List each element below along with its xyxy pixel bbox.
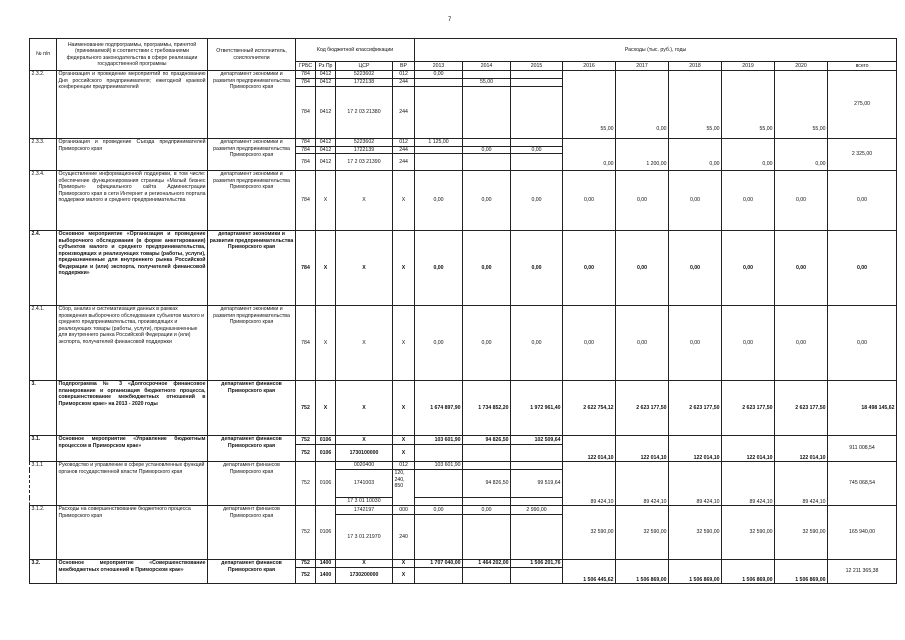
value-2015: 2 990,00 [511, 506, 563, 515]
value-2015: 0,00 [511, 306, 563, 381]
value-2017: 122 014,10 [616, 436, 669, 462]
grbs-cell: 784 [296, 171, 316, 231]
row-resp: департамент экономики и развития предпринимательства Приморского края [208, 306, 296, 381]
value-2018: 122 014,10 [669, 436, 722, 462]
value-2020: 32 590,00 [775, 506, 828, 560]
vr-cell: X [393, 560, 415, 568]
grbs-cell: 784 [296, 146, 316, 154]
row-num: 3.1. [30, 436, 57, 462]
header-expenses: Расходы (тыс. руб.), годы [415, 39, 897, 62]
csr-cell: 5223602 [336, 71, 393, 79]
csr-cell: X [336, 381, 393, 436]
grbs-cell: 752 [296, 381, 316, 436]
row-resp: департамент экономики и развития предпринимательства Приморского края [208, 71, 296, 139]
rzpr-cell: X [316, 381, 336, 436]
csr-cell: 1722138 [336, 79, 393, 87]
header-rzpr: Рз Пр [316, 62, 336, 71]
csr-cell: X [336, 231, 393, 306]
row-name: Руководство и управление в сфере установленных функций органов государственной власти Приморского края [57, 462, 208, 506]
value-2016: 0,00 [563, 231, 616, 306]
value-total: 0,00 [828, 171, 897, 231]
value-2020: 0,00 [775, 139, 828, 171]
rzpr-cell: 0106 [316, 436, 336, 445]
value-2014: 0,00 [463, 506, 511, 515]
value-2018: 0,00 [669, 231, 722, 306]
vr-cell: 000 [393, 506, 415, 515]
value-2016: 1 506 445,62 [563, 560, 616, 584]
vr-cell: 244 [393, 79, 415, 87]
header-csr: ЦСР [336, 62, 393, 71]
value-2017: 0,00 [616, 231, 669, 306]
rzpr-cell: 0412 [316, 139, 336, 147]
vr-cell: 012 [393, 139, 415, 147]
value-2017: 0,00 [616, 71, 669, 139]
value-total: 2 325,00 [828, 139, 897, 171]
row-num: 3.1.2. [30, 506, 57, 560]
rzpr-cell: X [316, 306, 336, 381]
value-2015: 1 506 201,76 [511, 560, 563, 568]
grbs-cell: 784 [296, 306, 316, 381]
header-2013: 2013 [415, 62, 463, 71]
value-2020: 55,00 [775, 71, 828, 139]
value-2019: 2 623 177,50 [722, 381, 775, 436]
table-row [30, 436, 897, 445]
table-row [30, 462, 897, 470]
value-2020: 0,00 [775, 306, 828, 381]
value-total: 745 068,54 [828, 462, 897, 506]
header-resp: Ответственный исполнитель, соисполнители [208, 39, 296, 71]
table-row [30, 381, 897, 436]
grbs-cell: 784 [296, 79, 316, 87]
csr-cell: X [336, 306, 393, 381]
rzpr-cell: 0106 [316, 445, 336, 462]
value-2018: 55,00 [669, 71, 722, 139]
vr-cell: 120, 240, 850 [393, 470, 415, 506]
csr-cell: 1741003 [336, 470, 393, 498]
value-2019: 122 014,10 [722, 436, 775, 462]
header-2017: 2017 [616, 62, 669, 71]
value-2019: 0,00 [722, 171, 775, 231]
value-2014: 1 464 202,00 [463, 560, 511, 568]
row-resp: департамент финансов Приморского края [208, 560, 296, 584]
value-2014: 94 826,50 [463, 470, 511, 498]
grbs-cell: 784 [296, 71, 316, 79]
value-2016: 55,00 [563, 71, 616, 139]
value-2016: 89 424,10 [563, 462, 616, 506]
csr-cell: 17 3 01 10030 [336, 498, 393, 506]
grbs-cell: 784 [296, 231, 316, 306]
value-2013: 0,00 [415, 171, 463, 231]
table-row [30, 506, 897, 515]
csr-cell: X [336, 560, 393, 568]
rzpr-cell: 0412 [316, 146, 336, 154]
value-2020: 89 424,10 [775, 462, 828, 506]
row-name: Основное мероприятие «Совершенствование межбюджетных отношений в Приморском крае» [57, 560, 208, 584]
value-2018: 1 506 869,00 [669, 560, 722, 584]
row-name: Сбор, анализ и систематизация данных в рамках проведения выборочного обследования субъектов малого и среднего предпринимательства, производящих и реализующих товары (работы, услуги), предназначенные для внутреннего рынка Российской Федерации и (или) экспорта, получателей финансовой поддержки [57, 306, 208, 381]
header-num: № п/п [30, 39, 57, 71]
value-total: 12 211 365,38 [828, 560, 897, 584]
value-2015: 1 972 961,40 [511, 381, 563, 436]
grbs-cell: 752 [296, 506, 316, 560]
row-resp: департамент экономики и развития предпринимательства Приморского края [208, 231, 296, 306]
csr-cell: 0020400 [336, 462, 393, 470]
csr-cell: 1722139 [336, 146, 393, 154]
vr-cell: 244 [393, 87, 415, 139]
header-total: всего [828, 62, 897, 71]
vr-cell: X [393, 306, 415, 381]
row-num: 2.3.3. [30, 139, 57, 171]
value-2014: 0,00 [463, 231, 511, 306]
value-2014: 0,00 [463, 306, 511, 381]
value-2017: 89 424,10 [616, 462, 669, 506]
row-name: Подпрограмма № 3 «Долгосрочное финансовое планирование и организация бюджетного процесса, совершенствование межбюджетных отношений в Приморском крае» на 2013 - 2020 годы [57, 381, 208, 436]
value-2018: 32 590,00 [669, 506, 722, 560]
rzpr-cell: X [316, 171, 336, 231]
value-2017: 1 506 869,00 [616, 560, 669, 584]
value-2018: 0,00 [669, 306, 722, 381]
header-budget-code: Код бюджетной классификации [296, 39, 415, 62]
value-2013: 103 601,90 [415, 462, 463, 470]
row-name: Организация и проведение мероприятий по празднованию Дня российского предпринимателя; ежегодной краевой конференции предпринимателей [57, 71, 208, 139]
row-num: 2.3.4. [30, 171, 57, 231]
vr-cell: X [393, 445, 415, 462]
value-2014: 0,00 [463, 171, 511, 231]
table-row [30, 231, 897, 306]
header-2020: 2020 [775, 62, 828, 71]
rzpr-cell: 0412 [316, 87, 336, 139]
value-2016: 0,00 [563, 171, 616, 231]
csr-cell: 17 2 03 21390 [336, 154, 393, 171]
value-2020: 0,00 [775, 231, 828, 306]
header-2018: 2018 [669, 62, 722, 71]
value-2019: 0,00 [722, 139, 775, 171]
rzpr-cell: X [316, 231, 336, 306]
row-resp: департамент экономики и развития предпринимательства Приморского края [208, 139, 296, 171]
csr-cell: 17 2 03 21380 [336, 87, 393, 139]
value-2013: 0,00 [415, 231, 463, 306]
value-2016: 32 590,00 [563, 506, 616, 560]
value-2019: 0,00 [722, 306, 775, 381]
value-2014: 0,00 [463, 146, 511, 154]
value-2019: 89 424,10 [722, 462, 775, 506]
table-row [30, 71, 897, 79]
budget-table [29, 38, 897, 584]
rzpr-cell: 1400 [316, 568, 336, 584]
value-2015: 0,00 [511, 231, 563, 306]
value-2013: 0,00 [415, 506, 463, 515]
value-2019: 55,00 [722, 71, 775, 139]
table-row [30, 139, 897, 147]
rzpr-cell: 0412 [316, 79, 336, 87]
value-2016: 0,00 [563, 306, 616, 381]
csr-cell: X [336, 436, 393, 445]
grbs-cell: 752 [296, 568, 316, 584]
grbs-cell: 784 [296, 154, 316, 171]
value-2020: 1 506 869,00 [775, 560, 828, 584]
csr-cell: 17 3 01 21970 [336, 515, 393, 560]
value-2014: 1 734 852,20 [463, 381, 511, 436]
row-num: 3.2. [30, 560, 57, 584]
value-total: 275,00 [828, 71, 897, 139]
rzpr-cell: 0106 [316, 506, 336, 560]
vr-cell: 012 [393, 462, 415, 470]
value-total: 0,00 [828, 306, 897, 381]
vr-cell: X [393, 231, 415, 306]
grbs-cell: 784 [296, 87, 316, 139]
value-2017: 32 590,00 [616, 506, 669, 560]
value-2015: 0,00 [511, 171, 563, 231]
value-2013: 1 674 897,90 [415, 381, 463, 436]
header-name: Наименование подпрограммы, программы, принятой (принимаемой) в соответствии с требованиями федерального законодательства в сфере реализации государственной программы [57, 39, 208, 71]
value-2015: 99 519,64 [511, 470, 563, 498]
row-name: Организация и проведение Съезда предпринимателей Приморского края [57, 139, 208, 171]
grbs-cell: 752 [296, 560, 316, 568]
value-2018: 0,00 [669, 139, 722, 171]
vr-cell: 012 [393, 71, 415, 79]
value-total: 911 008,54 [828, 436, 897, 462]
value-2016: 122 014,10 [563, 436, 616, 462]
header-vr: ВР [393, 62, 415, 71]
row-num: 2.4. [30, 231, 57, 306]
header-2015: 2015 [511, 62, 563, 71]
grbs-cell: 784 [296, 139, 316, 147]
table-row [30, 560, 897, 568]
value-2013: 0,00 [415, 306, 463, 381]
row-num: 2.3.2. [30, 71, 57, 139]
header-2016: 2016 [563, 62, 616, 71]
value-2020: 2 623 177,50 [775, 381, 828, 436]
csr-cell: X [336, 171, 393, 231]
vr-cell: 244 [393, 154, 415, 171]
value-2015: 102 509,64 [511, 436, 563, 445]
rzpr-cell: 0106 [316, 462, 336, 506]
value-total: 18 498 145,62 [828, 381, 897, 436]
value-total: 0,00 [828, 231, 897, 306]
row-num: 2.4.1. [30, 306, 57, 381]
value-2015: 0,00 [511, 146, 563, 154]
row-resp: департамент финансов Приморского края [208, 381, 296, 436]
value-2019: 1 506 869,00 [722, 560, 775, 584]
table-row [30, 171, 897, 231]
value-2013: 1 707 040,00 [415, 560, 463, 568]
value-2013: 103 601,90 [415, 436, 463, 445]
value-2018: 89 424,10 [669, 462, 722, 506]
value-2017: 0,00 [616, 171, 669, 231]
vr-cell: 240 [393, 515, 415, 560]
csr-cell: 5223602 [336, 139, 393, 147]
csr-cell: 1730200000 [336, 568, 393, 584]
value-2014: 94 826,50 [463, 436, 511, 445]
row-num: 3.1.1 [30, 462, 57, 506]
value-2013: 0,00 [415, 71, 463, 79]
value-2017: 0,00 [616, 306, 669, 381]
row-resp: департамент экономики и развития предпринимательства Приморского края [208, 171, 296, 231]
grbs-cell: 752 [296, 462, 316, 506]
value-2018: 2 623 177,50 [669, 381, 722, 436]
grbs-cell: 752 [296, 436, 316, 445]
grbs-cell: 752 [296, 445, 316, 462]
vr-cell: X [393, 436, 415, 445]
csr-cell: 1730100000 [336, 445, 393, 462]
value-2014: 55,00 [463, 79, 511, 87]
row-resp: департамент финансов Приморского края [208, 506, 296, 560]
row-name: Осуществление информационной поддержки, в том числе: обеспечение функционирования страницы «Малый бизнес Приморья» официального сайта Администрации Приморского края в сети Интернет и регионального портала поддержки малого и среднего предпринимательства [57, 171, 208, 231]
value-2019: 0,00 [722, 231, 775, 306]
value-2017: 1 200,00 [616, 139, 669, 171]
value-2020: 0,00 [775, 171, 828, 231]
value-2017: 2 623 177,50 [616, 381, 669, 436]
vr-cell: X [393, 381, 415, 436]
value-2018: 0,00 [669, 171, 722, 231]
value-total: 165 940,00 [828, 506, 897, 560]
header-grbs: ГРБС [296, 62, 316, 71]
csr-cell: 1742197 [336, 506, 393, 515]
vr-cell: X [393, 568, 415, 584]
value-2016: 0,00 [563, 139, 616, 171]
value-2020: 122 014,10 [775, 436, 828, 462]
vr-cell: X [393, 171, 415, 231]
rzpr-cell: 0412 [316, 154, 336, 171]
vr-cell: 244 [393, 146, 415, 154]
value-2016: 2 622 754,12 [563, 381, 616, 436]
table-row [30, 306, 897, 381]
row-name: Расходы на совершенствование бюджетного процесса Приморского края [57, 506, 208, 560]
row-resp: департамент финансов Приморского края [208, 462, 296, 506]
row-name: Основное мероприятие «Организация и проведение выборочного обследования (в форме анкетирования) субъектов малого и среднего предпринимательства, производящих и реализующих товары (работы, услуги), предназначенные для внутреннего рынка Российской Федерации и (или) экспорта, получателей финансовой поддержки» [57, 231, 208, 306]
row-num: 3. [30, 381, 57, 436]
value-2019: 32 590,00 [722, 506, 775, 560]
rzpr-cell: 1400 [316, 560, 336, 568]
page-number: 7 [448, 17, 452, 23]
rzpr-cell: 0412 [316, 71, 336, 79]
row-resp: департамент финансов Приморского края [208, 436, 296, 462]
row-name: Основное мероприятие «Управление бюджетным процессом в Приморском крае» [57, 436, 208, 462]
header-2014: 2014 [463, 62, 511, 71]
header-2019: 2019 [722, 62, 775, 71]
value-2013: 1 125,00 [415, 139, 463, 147]
